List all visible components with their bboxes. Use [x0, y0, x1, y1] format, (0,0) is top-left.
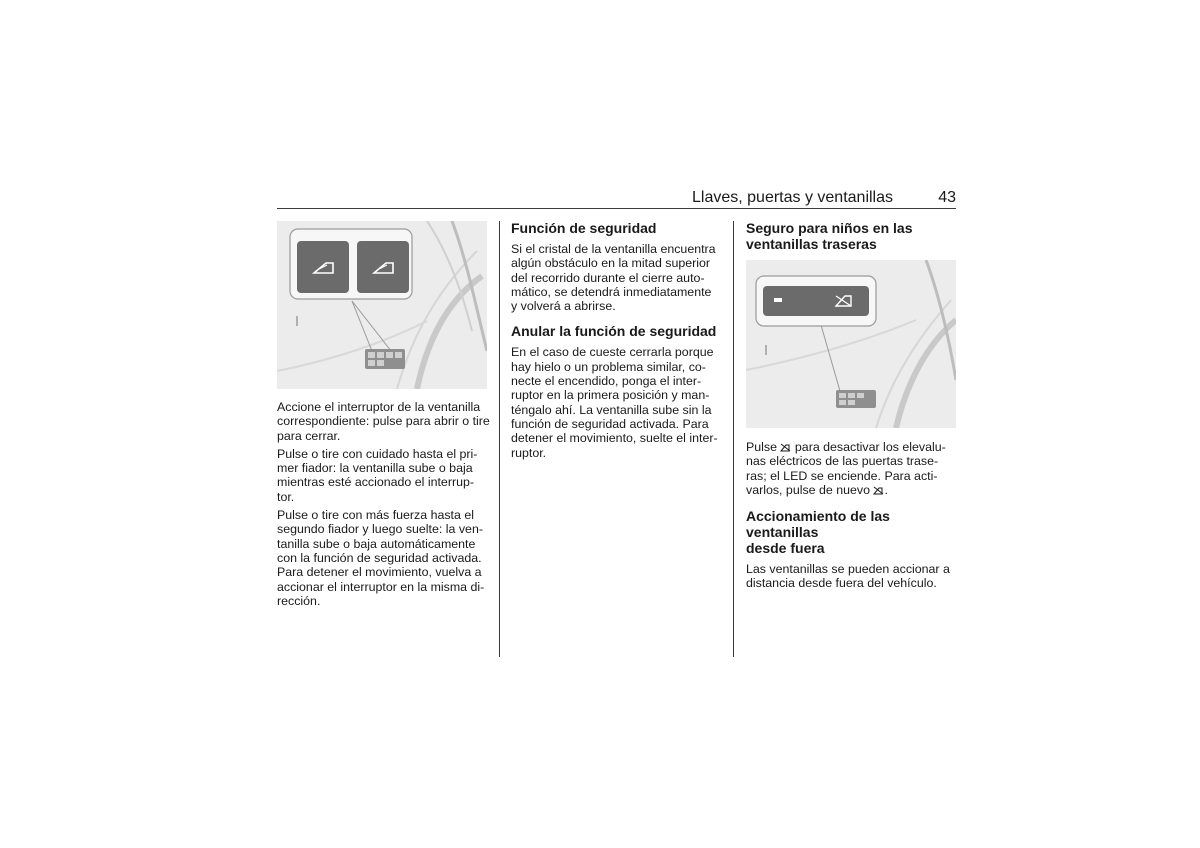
column-3 — [746, 440, 958, 595]
door-window-switch-figure — [277, 221, 487, 389]
paragraph: Si el cristal de la ventanilla encuentra algún obstáculo en la mitad superior del recorrido durante el cierre auto- mático, se detendrá inmediatamente y volverá a abrirse. — [511, 242, 716, 314]
heading-override-safety: Anular la función de seguridad — [511, 323, 717, 340]
section-title: Llaves, puertas y ventanillas — [692, 189, 893, 206]
heading-child-lock: Seguro para niños en las ventanillas traseras — [746, 220, 913, 252]
column-divider — [733, 221, 734, 657]
column-1 — [277, 400, 490, 612]
paragraph: Las ventanillas se pueden accionar a distancia desde fuera del vehículo. — [746, 562, 950, 591]
column-2 — [511, 220, 726, 464]
heading-safety-function: Función de seguridad — [511, 220, 657, 236]
page-number: 43 — [938, 189, 956, 206]
paragraph: Accione el interruptor de la ventanilla correspondiente: pulse para abrir o tire para cerrar. — [277, 400, 490, 443]
child-lock-icon — [780, 442, 791, 452]
paragraph: En el caso de cueste cerrarla porque hay hielo o un problema similar, co- necte el encendido, ponga el inter- ruptor en la primera posición y man- téngalo ahí. La ventanilla sube sin la función de seguridad activada. Para detener el movimiento, suelte el inter- ruptor. — [511, 345, 718, 460]
child-lock-switch-figure — [746, 260, 956, 428]
led-indicator — [774, 298, 782, 302]
column-divider — [499, 221, 500, 657]
paragraph: Pulse o tire con cuidado hasta el pri- mer fiador: la ventanilla sube o baja mientras esté accionado el interrup- tor. — [277, 446, 478, 504]
column-3-heading — [746, 220, 958, 252]
child-lock-icon — [873, 485, 884, 495]
header-rule — [277, 208, 956, 209]
paragraph: Pulse o tire con más fuerza hasta el segundo fiador y luego suelte: la ven- tanilla sube o baja automáticamente con la función de seguridad activada. Para detener el movimiento, vuelva a accionar el interruptor en la misma di- rección. — [277, 508, 485, 608]
heading-remote-operation: Accionamiento de las ventanillas desde fuera — [746, 508, 890, 557]
paragraph: Pulse para desactivar los elevalu- nas eléctricos de las puertas trase- ras; el LED se enciende. Para acti- varlos, pulse de nuevo . — [746, 440, 946, 497]
